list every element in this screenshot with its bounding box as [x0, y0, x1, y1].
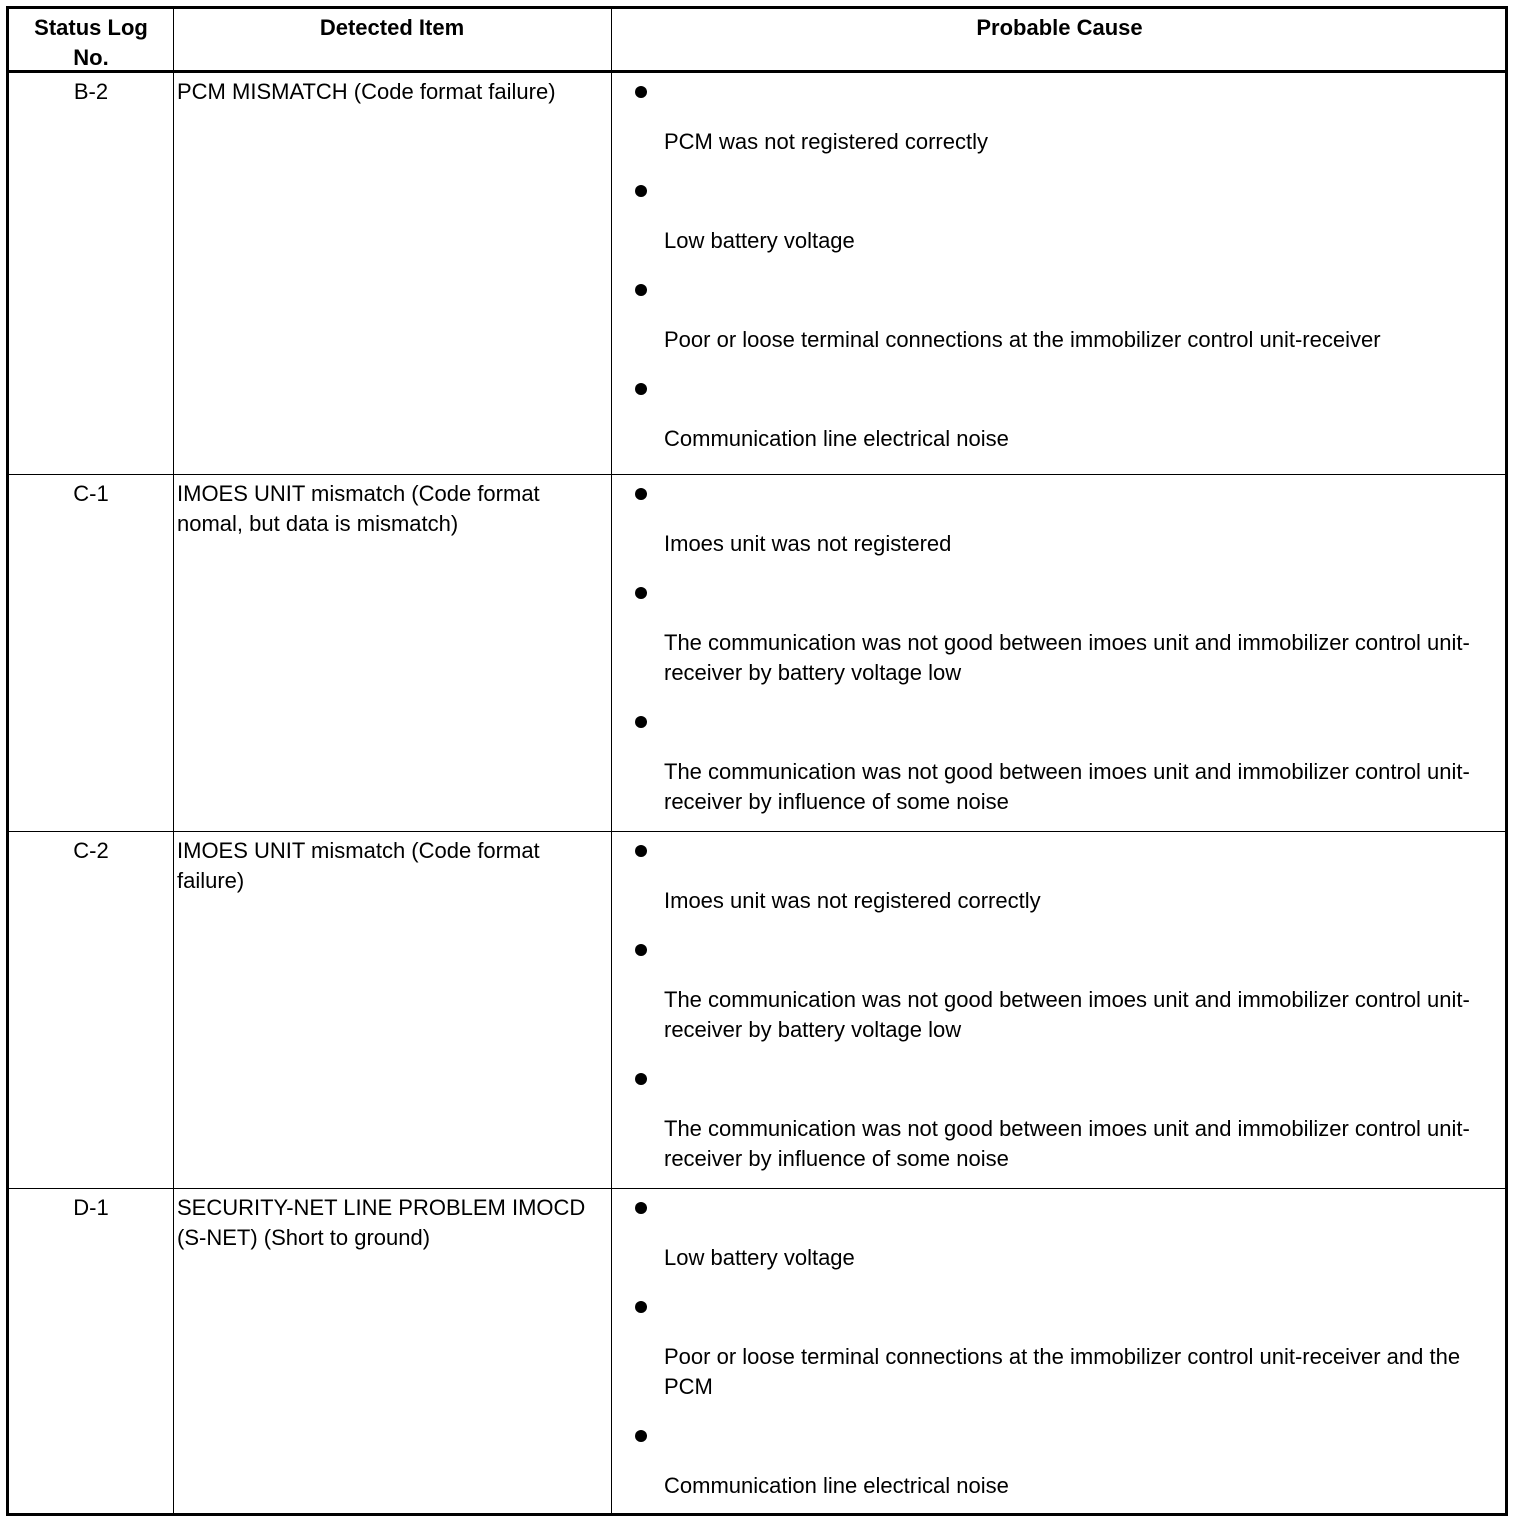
bullet-icon — [635, 944, 647, 956]
cause-item — [612, 1189, 1505, 1273]
cause-item — [612, 1417, 1505, 1501]
table-row — [9, 73, 1505, 474]
probable-cause-list — [612, 73, 1505, 474]
bullet-icon — [635, 284, 647, 296]
bullet-icon — [635, 1301, 647, 1313]
cause-text: Communication line electrical noise — [664, 426, 1009, 451]
status-log-no: D-1 — [73, 1195, 109, 1220]
cause-item — [612, 73, 1505, 157]
table-row — [9, 1189, 1505, 1513]
cause-text: Poor or loose terminal connections at the immobilizer control unit-receiver — [664, 327, 1381, 352]
cause-item — [612, 1288, 1505, 1402]
cause-text: The communication was not good between imoes unit and immobilizer control unit-receiver by influence of some noise — [664, 1116, 1470, 1171]
cause-text: Poor or loose terminal connections at the immobilizer control unit-receiver and the PCM — [664, 1344, 1461, 1399]
cause-text: Imoes unit was not registered — [664, 531, 952, 556]
bullet-icon — [635, 86, 647, 98]
detected-item: SECURITY-NET LINE PROBLEM IMOCD (S-NET) (Short to ground) — [177, 1195, 586, 1250]
cause-text: Low battery voltage — [664, 1245, 855, 1270]
table-row — [9, 475, 1505, 831]
status-log-no: C-1 — [73, 481, 109, 506]
bullet-icon — [635, 845, 647, 857]
detected-item: IMOES UNIT mismatch (Code format failure) — [177, 838, 540, 893]
probable-cause-list — [612, 1189, 1505, 1513]
status-log-no: C-2 — [73, 838, 109, 863]
bullet-icon — [635, 488, 647, 500]
detected-item: IMOES UNIT mismatch (Code format nomal, but data is mismatch) — [177, 481, 540, 536]
table-row — [9, 832, 1505, 1188]
cause-item — [612, 1060, 1505, 1174]
probable-cause-list — [612, 832, 1505, 1188]
cause-text: PCM was not registered correctly — [664, 129, 988, 154]
cause-text: Low battery voltage — [664, 228, 855, 253]
bullet-icon — [635, 1073, 647, 1085]
cause-item — [612, 475, 1505, 559]
bullet-icon — [635, 185, 647, 197]
cause-item — [612, 172, 1505, 256]
cause-text: The communication was not good between imoes unit and immobilizer control unit-receiver by battery voltage low — [664, 987, 1470, 1042]
status-log-table — [6, 6, 1508, 1516]
bullet-icon — [635, 716, 647, 728]
bullet-icon — [635, 1430, 647, 1442]
header-probable-cause: Probable Cause — [976, 15, 1143, 40]
cause-item — [612, 931, 1505, 1045]
header-detected-item: Detected Item — [319, 15, 465, 40]
cause-item — [612, 271, 1505, 355]
detected-item: PCM MISMATCH (Code format failure) — [177, 79, 556, 104]
cause-item — [612, 370, 1505, 454]
cause-text: Communication line electrical noise — [664, 1473, 1009, 1498]
cause-text: Imoes unit was not registered correctly — [664, 888, 1041, 913]
bullet-icon — [635, 587, 647, 599]
header-status-log-no: Status Log No. — [34, 15, 148, 70]
cause-item — [612, 832, 1505, 916]
status-log-no: B-2 — [73, 79, 109, 104]
cause-text: The communication was not good between imoes unit and immobilizer control unit-receiver by influence of some noise — [664, 759, 1470, 814]
cause-text: The communication was not good between imoes unit and immobilizer control unit-receiver by battery voltage low — [664, 630, 1470, 685]
bullet-icon — [635, 1202, 647, 1214]
probable-cause-list — [612, 475, 1505, 831]
cause-item — [612, 703, 1505, 817]
bullet-icon — [635, 383, 647, 395]
cause-item — [612, 574, 1505, 688]
